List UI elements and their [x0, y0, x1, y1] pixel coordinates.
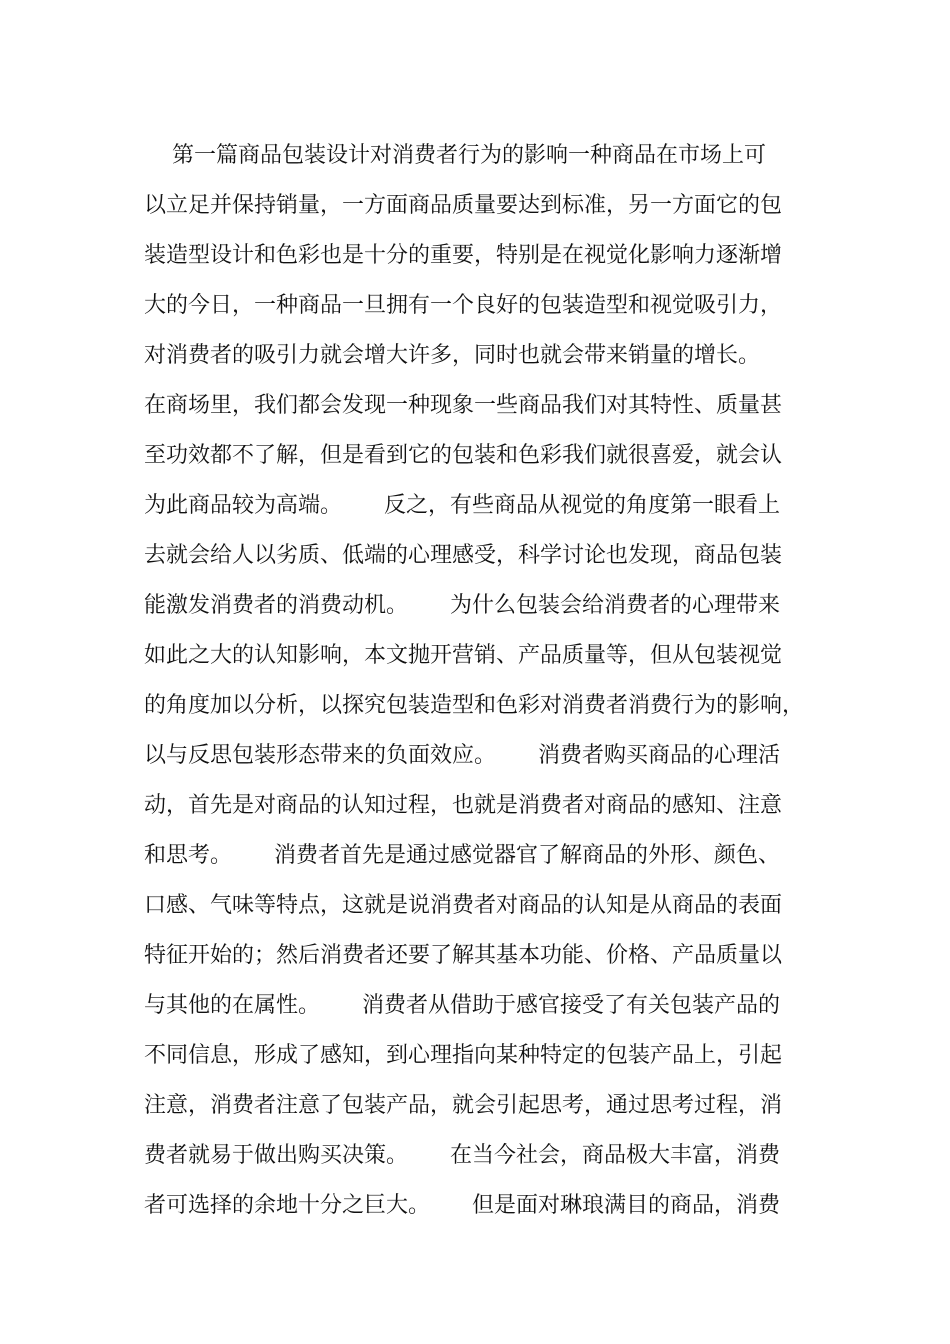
text-line: 的角度加以分析，以探究包装造型和色彩对消费者消费行为的影响，: [144, 693, 805, 718]
text-line: 和思考。 消费者首先是通过感觉器官了解商品的外形、颜色、: [144, 843, 780, 868]
text-line: 装造型设计和色彩也是十分的重要，特别是在视觉化影响力逐渐增: [144, 243, 783, 268]
text-line: 为此商品较为高端。 反之，有些商品从视觉的角度第一眼看上: [144, 493, 780, 518]
text-line: 费者就易于做出购买决策。 在当今社会，商品极大丰富，消费: [144, 1143, 780, 1168]
body-text: [144, 131, 824, 1231]
text-line: 第一篇商品包装设计对消费者行为的影响一种商品在市场上可: [144, 143, 766, 168]
text-line: 以立足并保持销量，一方面商品质量要达到标准，另一方面它的包: [144, 193, 783, 218]
text-line: 在商场里，我们都会发现一种现象一些商品我们对其特性、质量甚: [144, 393, 783, 418]
text-line: 与其他的在属性。 消费者从借助于感官接受了有关包装产品的: [144, 993, 780, 1018]
text-line: 能激发消费者的消费动机。 为什么包装会给消费者的心理带来: [144, 593, 780, 618]
text-line: 大的今日，一种商品一旦拥有一个良好的包装造型和视觉吸引力，: [144, 293, 783, 318]
text-line: 动，首先是对商品的认知过程，也就是消费者对商品的感知、注意: [144, 793, 783, 818]
text-line: 去就会给人以劣质、低端的心理感受，科学讨论也发现，商品包装: [144, 543, 783, 568]
text-line: 者可选择的余地十分之巨大。 但是面对琳琅满目的商品，消费: [144, 1193, 780, 1218]
text-line: 对消费者的吸引力就会增大许多，同时也就会带来销量的增长。: [144, 343, 761, 368]
text-line: 以与反思包装形态带来的负面效应。 消费者购买商品的心理活: [144, 743, 780, 768]
text-line: 如此之大的认知影响，本文抛开营销、产品质量等，但从包装视觉: [144, 643, 783, 668]
text-line: 特征开始的；然后消费者还要了解其基本功能、价格、产品质量以: [144, 943, 783, 968]
text-line: 不同信息，形成了感知，到心理指向某种特定的包装产品上，引起: [144, 1043, 783, 1068]
text-line: 口感、气味等特点，这就是说消费者对商品的认知是从商品的表面: [144, 893, 783, 918]
text-line: 至功效都不了解，但是看到它的包装和色彩我们就很喜爱，就会认: [144, 443, 783, 468]
text-line: 注意，消费者注意了包装产品，就会引起思考，通过思考过程，消: [144, 1093, 783, 1118]
